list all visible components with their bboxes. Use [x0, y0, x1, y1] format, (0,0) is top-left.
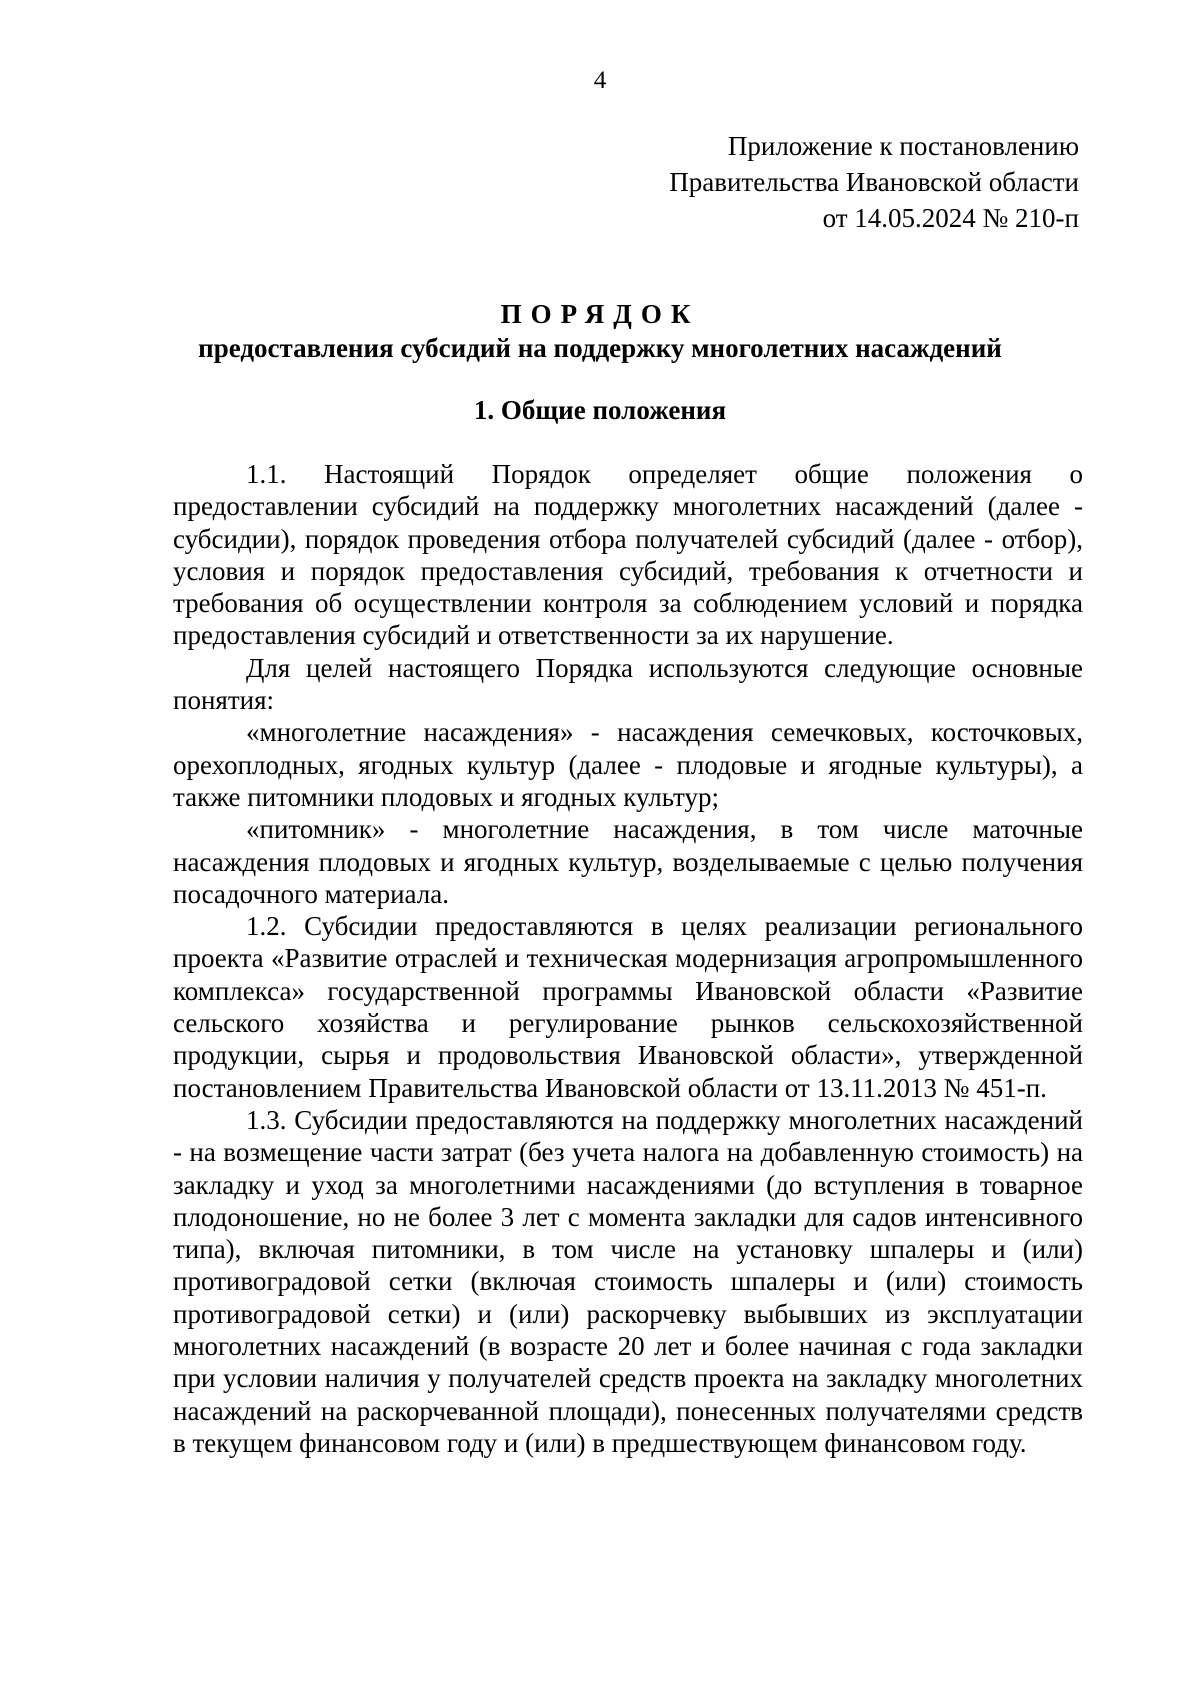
paragraph-definition-nursery: «питомник» - многолетние насаждения, в том числе маточные насаждения плодовых и ягодных культур, возделываемые с целью получения посадочного материала. [173, 814, 1083, 909]
paragraph-definition-perennial: «многолетние насаждения» - насаждения семечковых, косточковых, орехоплодных, ягодных культур (далее - плодовые и ягодные культуры), а также питомники плодовых и ягодных культур; [173, 717, 1083, 812]
appendix-line-2: Правительства Ивановской области [669, 167, 1079, 197]
appendix-reference [669, 128, 1079, 236]
appendix-line-1: Приложение к постановлению [727, 131, 1079, 161]
paragraph-1-3: 1.3. Субсидии предоставляются на поддержку многолетних насаждений - на возмещение части затрат (без учета налога на добавленную стоимость) на закладку и уход за многолетними насаждениями (до вступления в товарное плодоношение, но не более 3 лет с момента закладки для садов интенсивного типа), включая питомники, в том числе на установку шпалеры и (или) противоградовой сетки (включая стоимость шпалеры и (или) стоимость противоградовой сетки) и (или) раскорчевку выбывших из эксплуатации многолетних насаждений (в возрасте 20 лет и более начиная с года закладки при условии наличия у получателей средств проекта на закладку многолетних насаждений на раскорчеванной площади), понесенных получателями средств в текущем финансовом году и (или) в предшествующем финансовом году. [173, 1104, 1083, 1458]
section-heading: 1. Общие положения [473, 395, 727, 425]
paragraph-1-2: 1.2. Субсидии предоставляются в целях реализации регионального проекта «Развитие отраслей и техническая модернизация агропромышленного комплекса» государственной программы Ивановской области «Развитие сельского хозяйства и регулирование рынков сельскохозяйственной продукции, сырья и продовольствия Ивановской области», утвержденной постановлением Правительства Ивановской области от 13.11.2013 № 451-п. [173, 911, 1083, 1103]
paragraph-definitions-intro: Для целей настоящего Порядка используются следующие основные понятия: [173, 652, 1083, 716]
paragraph-1-1: 1.1. Настоящий Порядок определяет общие положения о предоставлении субсидий на поддержку многолетних насаждений (далее - субсидии), порядок проведения отбора получателей субсидий (далее - отбор), условия и порядок предоставления субсидий, требования к отчетности и требования об осуществлении контроля за соблюдением условий и порядка предоставления субсидий и ответственности за их нарушение. [173, 459, 1083, 651]
document-title: ПОРЯДОК [500, 299, 700, 329]
appendix-line-3: от 14.05.2024 № 210-п [822, 203, 1079, 233]
document-body [173, 458, 1083, 1459]
page-number: 4 [593, 67, 607, 94]
document-subtitle: предоставления субсидий на поддержку многолетних насаждений [198, 333, 1002, 363]
